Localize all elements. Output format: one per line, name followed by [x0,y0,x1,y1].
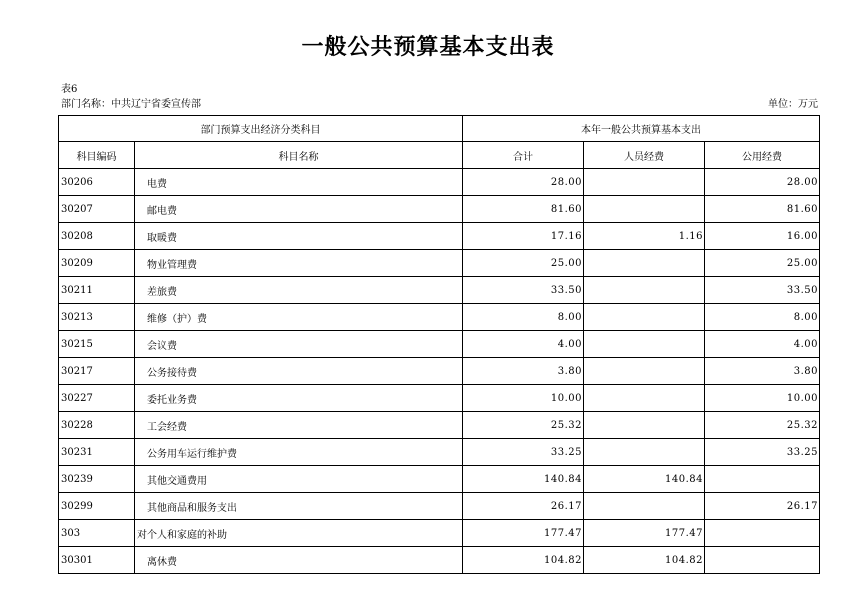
cell-total: 17.16 [463,223,584,250]
cell-name: 邮电费 [135,196,463,223]
table-row [59,331,820,358]
cell-code: 30209 [59,250,135,277]
cell-total: 177.47 [463,520,584,547]
table-row [59,385,820,412]
cell-total: 25.00 [463,250,584,277]
header-economic-classification: 部门预算支出经济分类科目 [59,116,463,142]
cell-public: 33.25 [705,439,820,466]
cell-total: 33.50 [463,277,584,304]
cell-public: 10.00 [705,385,820,412]
cell-code: 30299 [59,493,135,520]
header-code: 科目编码 [59,142,135,169]
cell-personnel [584,250,705,277]
header-public: 公用经费 [705,142,820,169]
cell-code: 30231 [59,439,135,466]
department-name: 部门名称：中共辽宁省委宣传部 [61,99,201,110]
header-current-year-expenditure: 本年一般公共预算基本支出 [463,116,820,142]
cell-name: 公务接待费 [135,358,463,385]
header-personnel: 人员经费 [584,142,705,169]
table-label: 表6 [61,84,78,95]
cell-code: 30211 [59,277,135,304]
cell-code: 30301 [59,547,135,574]
cell-total: 25.32 [463,412,584,439]
cell-public: 33.50 [705,277,820,304]
cell-total: 140.84 [463,466,584,493]
table-row [59,412,820,439]
header-row-group [59,116,820,142]
table-row [59,196,820,223]
cell-total: 26.17 [463,493,584,520]
cell-personnel [584,196,705,223]
cell-public: 25.32 [705,412,820,439]
cell-public: 26.17 [705,493,820,520]
table-row [59,277,820,304]
table-row [59,520,820,547]
unit-label: 单位：万元 [768,99,818,110]
cell-public: 3.80 [705,358,820,385]
cell-personnel: 177.47 [584,520,705,547]
cell-public [705,547,820,574]
cell-personnel [584,412,705,439]
cell-name: 离休费 [135,547,463,574]
cell-personnel: 1.16 [584,223,705,250]
table-row [59,466,820,493]
table-row [59,304,820,331]
cell-name: 维修（护）费 [135,304,463,331]
table-row [59,169,820,196]
header-row-columns [59,142,820,169]
cell-personnel [584,331,705,358]
budget-table [58,115,820,574]
cell-personnel [584,493,705,520]
cell-name: 差旅费 [135,277,463,304]
cell-personnel [584,439,705,466]
cell-public: 16.00 [705,223,820,250]
cell-code: 30213 [59,304,135,331]
cell-name: 对个人和家庭的补助 [135,520,463,547]
table-row [59,439,820,466]
cell-public [705,520,820,547]
cell-personnel: 104.82 [584,547,705,574]
cell-personnel: 140.84 [584,466,705,493]
cell-name: 物业管理费 [135,250,463,277]
cell-total: 10.00 [463,385,584,412]
page-title: 一般公共预算基本支出表 [301,35,555,60]
cell-total: 4.00 [463,331,584,358]
table-row [59,250,820,277]
cell-public: 25.00 [705,250,820,277]
cell-total: 8.00 [463,304,584,331]
cell-name: 其他交通费用 [135,466,463,493]
header-total: 合计 [463,142,584,169]
cell-name: 取暖费 [135,223,463,250]
cell-personnel [584,304,705,331]
header-name: 科目名称 [135,142,463,169]
table-row [59,547,820,574]
cell-total: 28.00 [463,169,584,196]
cell-public: 4.00 [705,331,820,358]
cell-name: 电费 [135,169,463,196]
cell-personnel [584,385,705,412]
cell-total: 81.60 [463,196,584,223]
cell-personnel [584,358,705,385]
cell-public: 8.00 [705,304,820,331]
cell-code: 30228 [59,412,135,439]
cell-name: 会议费 [135,331,463,358]
cell-code: 30215 [59,331,135,358]
cell-code: 30227 [59,385,135,412]
cell-code: 30208 [59,223,135,250]
cell-name: 其他商品和服务支出 [135,493,463,520]
cell-total: 3.80 [463,358,584,385]
cell-total: 104.82 [463,547,584,574]
cell-code: 30217 [59,358,135,385]
cell-code: 30206 [59,169,135,196]
cell-code: 303 [59,520,135,547]
table-row [59,358,820,385]
table-row [59,493,820,520]
table-row [59,223,820,250]
cell-code: 30207 [59,196,135,223]
cell-code: 30239 [59,466,135,493]
cell-public [705,466,820,493]
cell-name: 公务用车运行维护费 [135,439,463,466]
cell-personnel [584,277,705,304]
table-body [59,169,820,574]
cell-public: 81.60 [705,196,820,223]
cell-total: 33.25 [463,439,584,466]
cell-personnel [584,169,705,196]
cell-name: 委托业务费 [135,385,463,412]
cell-name: 工会经费 [135,412,463,439]
cell-public: 28.00 [705,169,820,196]
